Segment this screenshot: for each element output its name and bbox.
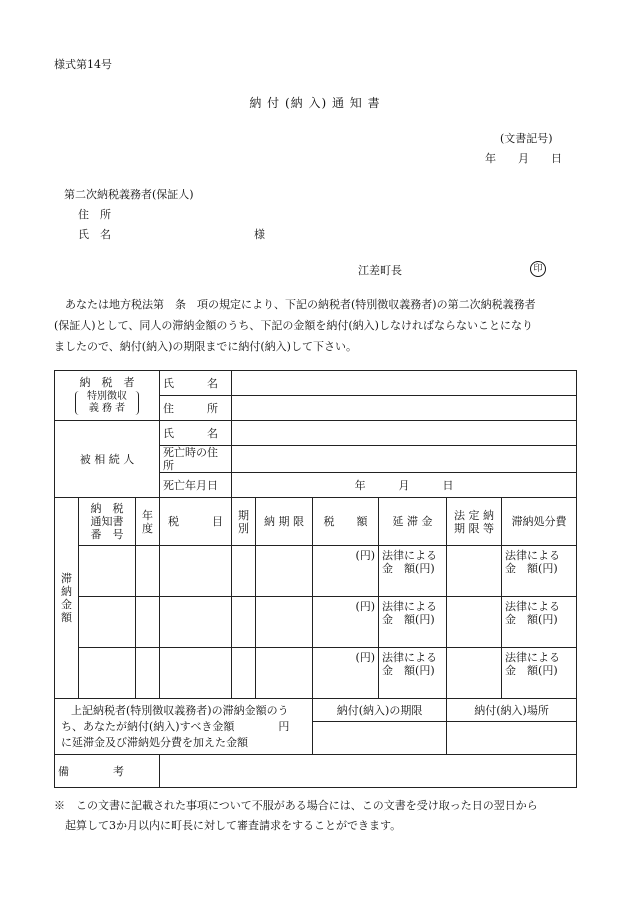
row1-fee-law-2: 金 額(円) — [505, 562, 558, 575]
row1-disposal-fee[interactable] — [502, 546, 577, 597]
header-notice-number-2: 通知書 — [90, 515, 124, 528]
taxpayer-address-field[interactable] — [232, 396, 577, 421]
header-period-2: 別 — [238, 521, 250, 535]
row3-law-amount-2: 金 額(円) — [382, 664, 435, 677]
row2-period[interactable] — [232, 597, 256, 648]
taxpayer-name-field[interactable] — [232, 371, 577, 396]
arrears-char-1: 滞 — [61, 572, 72, 585]
row3-tax-amount[interactable]: (円) — [313, 648, 379, 699]
row2-notice-number[interactable] — [79, 597, 136, 648]
row2-year[interactable] — [136, 597, 160, 648]
recipient-heading: 第二次納税義務者(保証人) — [64, 188, 194, 201]
row1-notice-number[interactable] — [79, 546, 136, 597]
document-title: 納 付 (納 入) 通 知 書 — [249, 96, 381, 110]
recipient-name-label: 氏 名 — [78, 228, 111, 241]
row1-tax-item[interactable] — [160, 546, 232, 597]
header-period-1: 期 — [238, 508, 250, 522]
header-year-1: 年 — [142, 508, 154, 522]
summary-line-3: に延滞金及び滞納処分費を加えた金額 — [61, 735, 248, 749]
header-tax-item: 税 目 — [160, 498, 232, 546]
row1-deadline[interactable] — [256, 546, 313, 597]
header-notice-number — [79, 498, 136, 546]
death-address-label: 死亡時の住所 — [160, 446, 232, 473]
row3-legal-deadline[interactable] — [447, 648, 502, 699]
pay-place-label: 納付(納入)場所 — [447, 699, 577, 722]
row1-tax-amount[interactable]: (円) — [313, 546, 379, 597]
header-year — [136, 498, 160, 546]
header-period — [232, 498, 256, 546]
header-disposal-fee: 滞納処分費 — [502, 498, 577, 546]
row3-notice-number[interactable] — [79, 648, 136, 699]
header-legal-deadline — [447, 498, 502, 546]
header-legal-deadline-2: 期 限 等 — [454, 521, 495, 535]
recipient-address-label: 住 所 — [78, 208, 111, 221]
body-line-2: (保証人)として、同人の滞納金額のうち、下記の金額を納付(納入)しなければならないことになり — [54, 319, 533, 332]
header-notice-number-1: 納 税 — [90, 502, 124, 515]
pay-deadline-label: 納付(納入)の期限 — [313, 699, 447, 722]
header-notice-number-3: 番 号 — [90, 528, 124, 541]
row1-delinquency[interactable] — [379, 546, 447, 597]
issuer-title: 江差町長 — [358, 264, 402, 277]
row2-deadline[interactable] — [256, 597, 313, 648]
header-legal-deadline-1: 法 定 納 — [454, 508, 495, 522]
summary-text — [55, 699, 313, 755]
row2-law-amount-1: 法律による — [382, 600, 438, 613]
arrears-char-3: 金 — [61, 598, 72, 611]
taxpayer-sub-2: 義 務 者 — [88, 403, 126, 414]
taxpayer-sub-bracket — [75, 391, 139, 415]
heir-name-field[interactable] — [232, 421, 577, 446]
row1-year[interactable] — [136, 546, 160, 597]
row1-fee-law-1: 法律による — [505, 549, 561, 562]
row2-delinquency[interactable] — [379, 597, 447, 648]
row1-period[interactable] — [232, 546, 256, 597]
header-deadline: 納 期 限 — [256, 498, 313, 546]
row1-law-amount-2: 金 額(円) — [382, 562, 435, 575]
row2-law-amount-2: 金 額(円) — [382, 613, 435, 626]
summary-line-2: ち、あなたが納付(納入)すべき金額 円 — [61, 719, 290, 733]
arrears-char-2: 納 — [61, 585, 72, 598]
form-number: 様式第14号 — [54, 58, 112, 71]
row3-law-amount-1: 法律による — [382, 651, 438, 664]
header-tax-amount: 税 額 — [313, 498, 379, 546]
issue-date: 年 月 日 — [485, 152, 562, 165]
row3-disposal-fee[interactable] — [502, 648, 577, 699]
body-line-3: ましたので、納付(納入)の期限までに納付(納入)して下さい。 — [54, 340, 357, 353]
row3-period[interactable] — [232, 648, 256, 699]
death-date-field[interactable]: 年 月 日 — [232, 473, 577, 498]
row2-fee-law-2: 金 額(円) — [505, 613, 558, 626]
row3-year[interactable] — [136, 648, 160, 699]
row1-legal-deadline[interactable] — [447, 546, 502, 597]
row3-fee-law-2: 金 額(円) — [505, 664, 558, 677]
document-reference: (文書記号) — [500, 132, 553, 145]
pay-deadline-field[interactable] — [313, 722, 447, 755]
row3-delinquency[interactable] — [379, 648, 447, 699]
recipient-honorific: 様 — [254, 228, 265, 241]
arrears-label — [55, 498, 79, 699]
taxpayer-name-label: 氏 名 — [160, 371, 232, 396]
header-year-2: 度 — [142, 521, 154, 535]
taxpayer-address-label: 住 所 — [160, 396, 232, 421]
body-line-1: あなたは地方税法第 条 項の規定により、下記の納税者(特別徴収義務者)の第二次納税義務者 — [65, 298, 536, 311]
taxpayer-cell — [55, 371, 160, 421]
notice-table — [54, 370, 577, 788]
row1-law-amount-1: 法律による — [382, 549, 438, 562]
row3-deadline[interactable] — [256, 648, 313, 699]
death-address-field[interactable] — [232, 446, 577, 473]
header-delinquency: 延 滞 金 — [379, 498, 447, 546]
death-date-label: 死亡年月日 — [160, 473, 232, 498]
row2-tax-amount[interactable]: (円) — [313, 597, 379, 648]
heir-name-label: 氏 名 — [160, 421, 232, 446]
row2-disposal-fee[interactable] — [502, 597, 577, 648]
taxpayer-sub-1: 特別徴収 — [87, 391, 128, 402]
remarks-label: 備 考 — [55, 755, 160, 788]
remarks-field[interactable] — [160, 755, 577, 788]
row2-fee-law-1: 法律による — [505, 600, 561, 613]
arrears-char-4: 額 — [61, 611, 72, 624]
heir-label: 被 相 続 人 — [55, 421, 160, 498]
summary-line-1: 上記納税者(特別徴収義務者)の滞納金額のう — [71, 703, 289, 717]
note-line-1: ※ この文書に記載された事項について不服がある場合には、この文書を受け取った日の翌日から — [54, 799, 538, 812]
note-line-2: 起算して3か月以内に町長に対して審査請求をすることができます。 — [54, 819, 402, 832]
row3-fee-law-1: 法律による — [505, 651, 561, 664]
pay-place-field[interactable] — [447, 722, 577, 755]
row2-tax-item[interactable] — [160, 597, 232, 648]
taxpayer-label: 納 税 者 — [79, 376, 135, 389]
row2-legal-deadline[interactable] — [447, 597, 502, 648]
row3-tax-item[interactable] — [160, 648, 232, 699]
official-seal: 印 — [530, 261, 546, 277]
